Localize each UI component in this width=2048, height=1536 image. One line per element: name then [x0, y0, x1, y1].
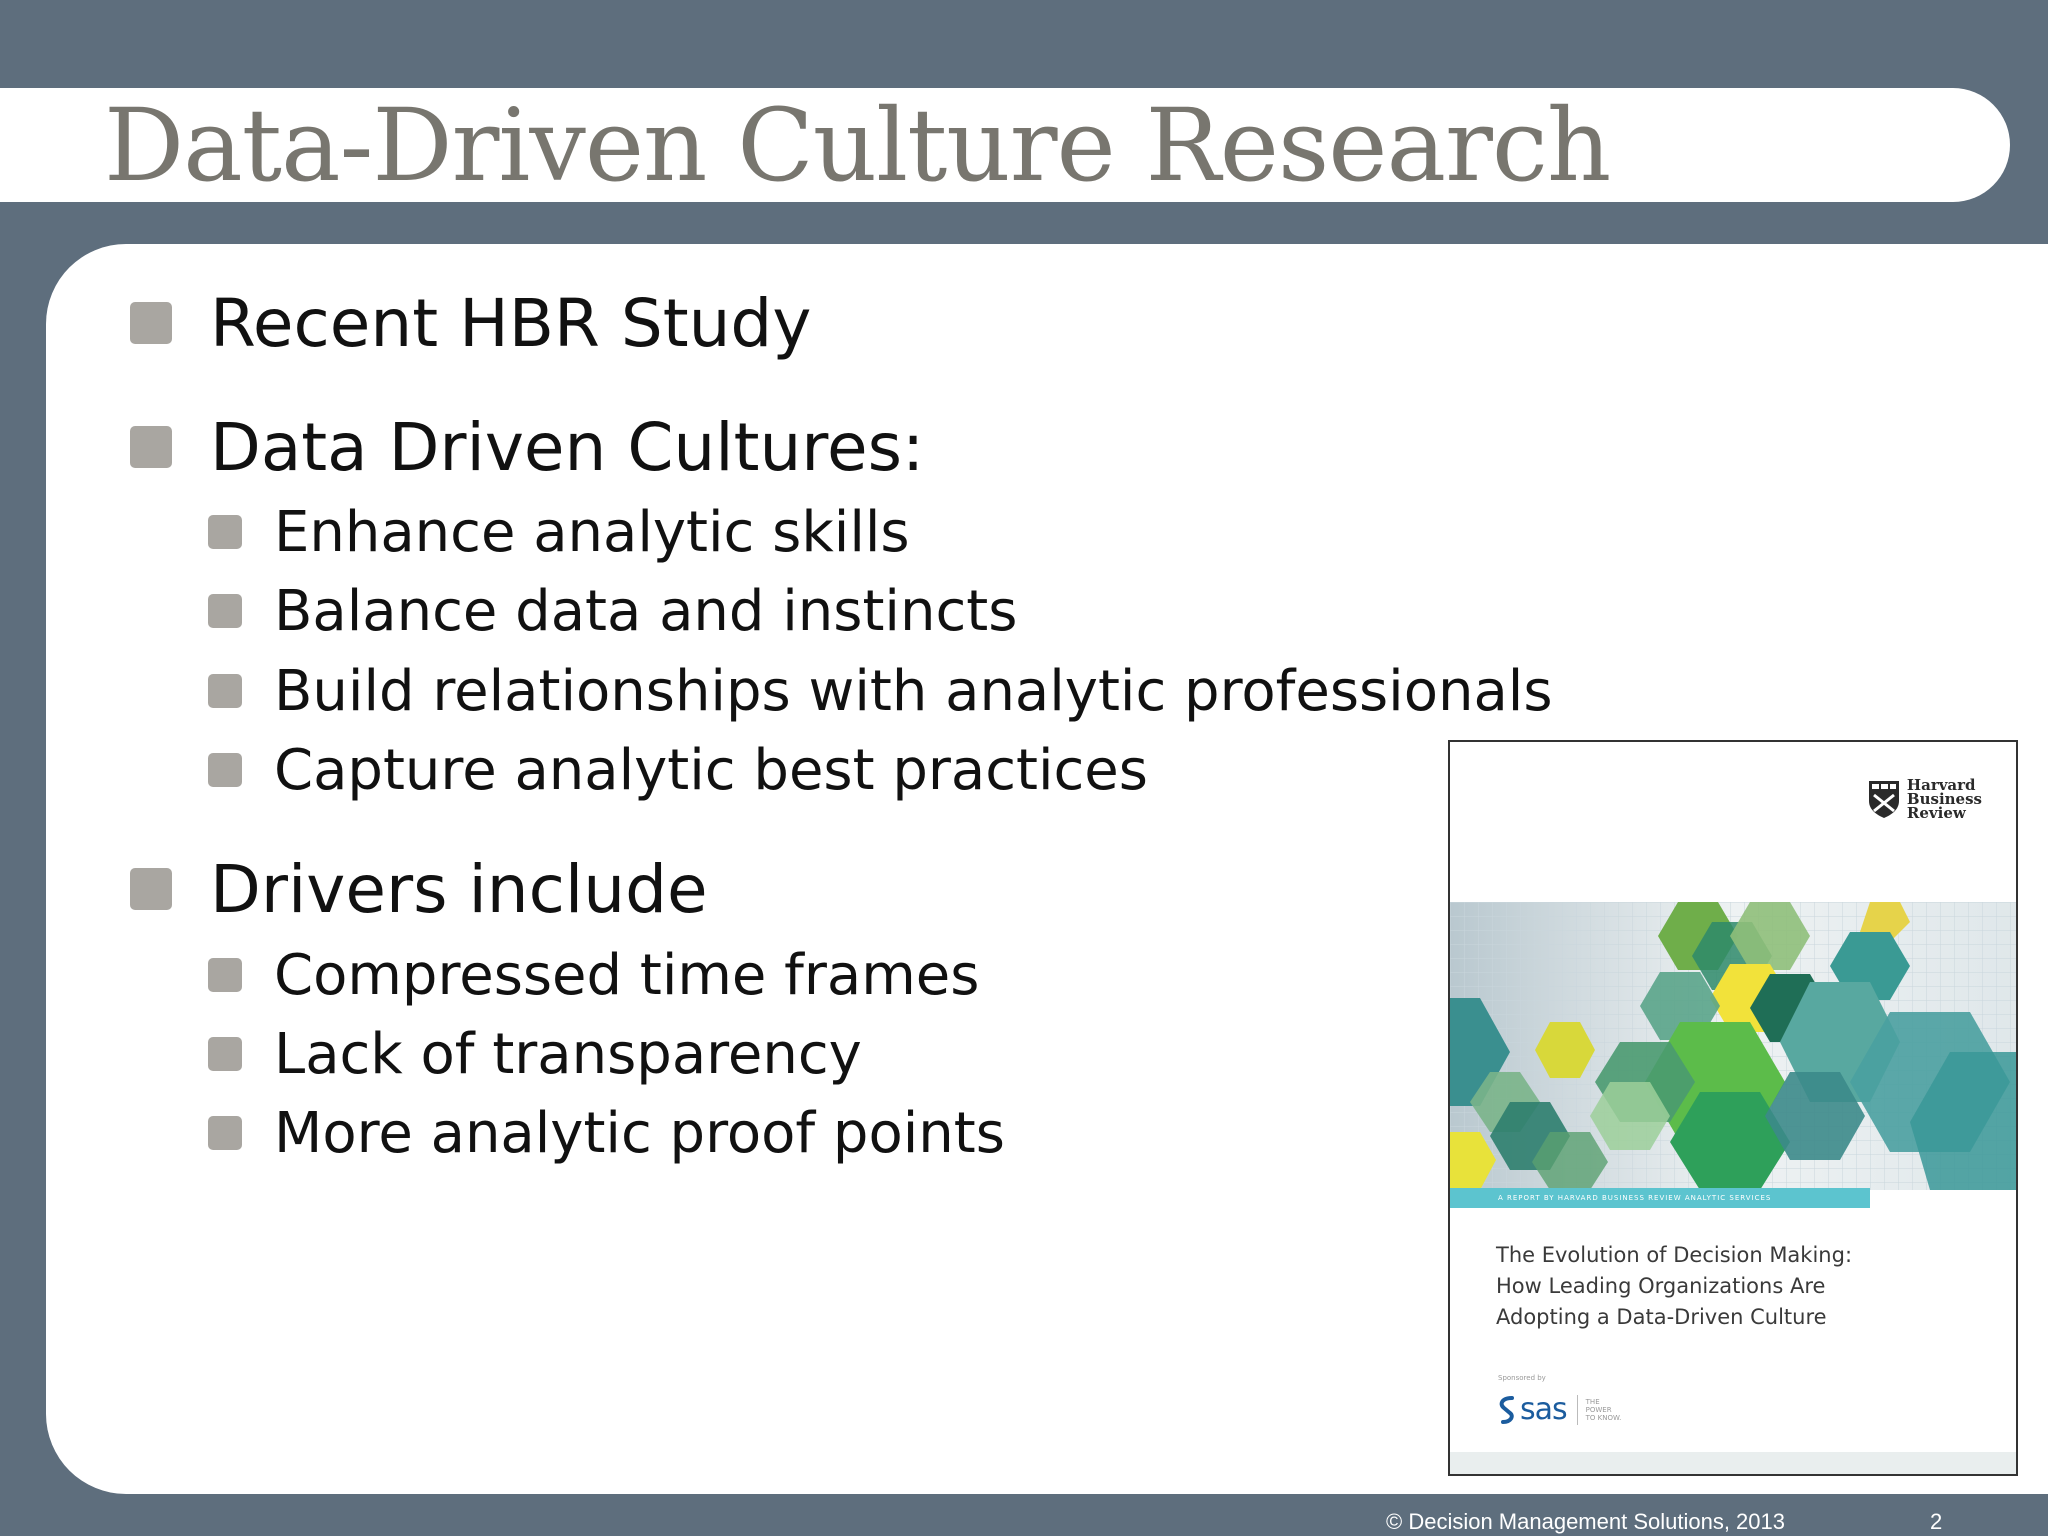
cover-band [1450, 1188, 1870, 1208]
sub-bullet-item [208, 725, 1148, 815]
bullet-text: Drivers include [210, 850, 708, 928]
sas-wordmark: sas [1520, 1392, 1567, 1427]
sub-bullet-item [208, 1088, 1005, 1178]
sub-bullet-item [208, 930, 979, 1020]
footer-copyright: © Decision Management Solutions, 2013 [1386, 1509, 1785, 1534]
sub-bullet-text: Enhance analytic skills [274, 499, 910, 565]
cover-band-text: A REPORT BY HARVARD BUSINESS REVIEW ANALYTIC SERVICES [1498, 1194, 1772, 1202]
sas-tagline-line: THE [1585, 1397, 1600, 1406]
bullet-marker-icon [208, 1116, 242, 1150]
sub-bullet-text: Build relationships with analytic professionals [274, 658, 1553, 724]
bullet-marker-icon [208, 674, 242, 708]
hbr-logo-line: Harvard [1906, 776, 1976, 794]
cover-title-line: Adopting a Data-Driven Culture [1496, 1305, 1827, 1329]
sub-bullet-text: More analytic proof points [274, 1100, 1005, 1166]
sub-bullet-text: Lack of transparency [274, 1021, 862, 1087]
bullet-marker-icon [208, 1037, 242, 1071]
sas-tagline-line: POWER [1585, 1405, 1612, 1414]
bullet-marker-icon [208, 594, 242, 628]
sponsored-label: Sponsored by [1498, 1374, 1546, 1382]
sas-tagline-line: TO KNOW. [1585, 1413, 1622, 1422]
cover-title [1496, 1240, 1996, 1333]
sas-logo [1496, 1392, 1621, 1427]
bullet-item [130, 402, 924, 492]
hbr-logo [1867, 778, 1982, 820]
sub-bullet-item [208, 566, 1017, 656]
slide-title: Data-Driven Culture Research [104, 87, 1611, 204]
hexagon-artwork [1450, 902, 2018, 1190]
sas-divider [1577, 1395, 1578, 1425]
sub-bullet-item [208, 487, 910, 577]
slide-page-number: 2 [1930, 1509, 1943, 1534]
sub-bullet-item [208, 1009, 862, 1099]
cover-title-line: How Leading Organizations Are [1496, 1274, 1826, 1298]
bullet-marker-icon [208, 753, 242, 787]
report-cover-image [1448, 740, 2018, 1476]
sas-logo-icon [1496, 1395, 1518, 1425]
bullet-marker-icon [130, 426, 172, 468]
bullet-item [130, 278, 811, 368]
hbr-logo-line: Business [1906, 790, 1982, 808]
sub-bullet-text: Capture analytic best practices [274, 737, 1148, 803]
sub-bullet-text: Compressed time frames [274, 942, 980, 1008]
bullet-marker-icon [208, 958, 242, 992]
bullet-text: Recent HBR Study [210, 284, 812, 362]
bullet-text: Data Driven Cultures: [210, 408, 925, 486]
bullet-marker-icon [208, 515, 242, 549]
bullet-marker-icon [130, 868, 172, 910]
sub-bullet-item [208, 646, 1553, 736]
cover-title-line: The Evolution of Decision Making: [1496, 1243, 1853, 1267]
cover-footer-band [1450, 1452, 2018, 1474]
hbr-logo-line: Review [1906, 804, 1966, 822]
sub-bullet-text: Balance data and instincts [274, 578, 1018, 644]
bullet-marker-icon [130, 302, 172, 344]
bullet-item [130, 844, 708, 934]
hbr-shield-icon [1867, 779, 1901, 819]
sas-tagline [1586, 1398, 1622, 1422]
